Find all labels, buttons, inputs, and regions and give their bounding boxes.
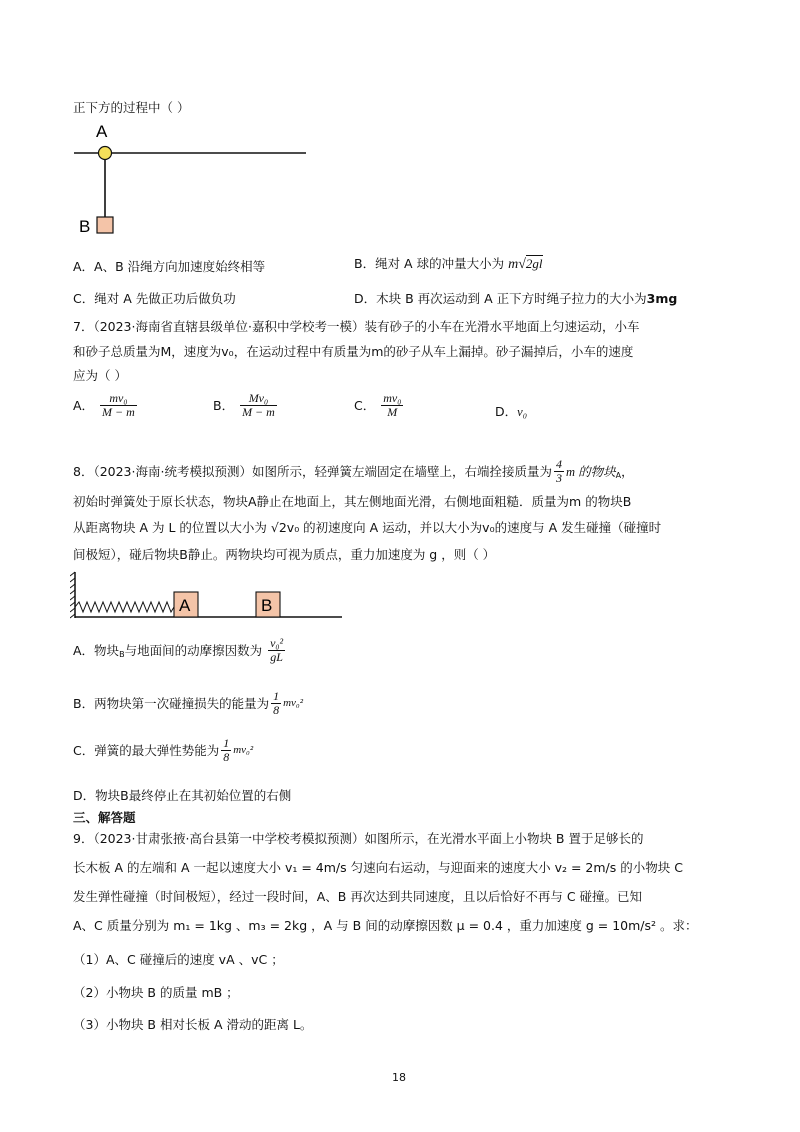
section-heading: 三、解答题 bbox=[73, 810, 136, 825]
q8-line-2: 初始时弹簧处于原长状态，物块A静止在地面上，其左侧地面光滑，右侧地面粗糙．质量为m 的物块B bbox=[73, 494, 632, 509]
q8-line-3: 从距离物块 A 为 L 的位置以大小为 √2v₀ 的初速度向 A 运动，并以大小为v₀的速度与 A 发生碰撞（碰撞时 bbox=[73, 520, 662, 535]
q8-option-d: D．物块B最终停止在其初始位置的右侧 bbox=[73, 788, 292, 803]
page-number: 18 bbox=[392, 1071, 406, 1084]
q9-sub-3: （3）小物块 B 相对长板 A 滑动的距离 L。 bbox=[73, 1017, 313, 1032]
q9-line-4: A、C 质量分别为 m₁ = 1kg 、m₃ = 2kg ，A 与 B 间的动摩擦因数 μ = 0.4 ，重力加速度 g = 10m/s² 。求： bbox=[73, 918, 698, 933]
q7-option-a: A． $\frac{\text{mv₀}}{M - m}$ bbox=[73, 391, 135, 419]
q6-pendulum-figure bbox=[70, 118, 310, 240]
q8-option-a: A．物块$_B$与地面间的动摩擦因数为 $\frac{\text{v₀²}}{gL}$ bbox=[73, 636, 284, 664]
q7-option-b: B． $\frac{\text{Mv₀}}{M - m}$ bbox=[213, 391, 275, 419]
label-b: B bbox=[261, 596, 273, 615]
q7-option-d: D．v₀ bbox=[495, 404, 528, 419]
q6-stem-tail: 正下方的过程中（ ） bbox=[73, 100, 190, 115]
label-a: A bbox=[179, 596, 191, 615]
q7-line-3: 应为（ ） bbox=[73, 368, 127, 383]
q8-line-4: 间极短），碰后物块B静止。两物块均可视为质点，重力加速度为 g ，则（ ） bbox=[73, 547, 496, 562]
q9-line-1: 9．（2023·甘肃张掖·高台县第一中学校考模拟预测）如图所示，在光滑水平面上小物块 B 置于足够长的 bbox=[73, 831, 644, 846]
q9-sub-2: （2）小物块 B 的质量 mB ； bbox=[73, 985, 239, 1000]
q8-spring-figure bbox=[70, 570, 345, 622]
ball-a bbox=[99, 147, 112, 160]
q8-option-c: C．弹簧的最大弹性势能为 $\frac{1}{8}$ mv₀² bbox=[73, 736, 254, 764]
label-b: B bbox=[79, 217, 91, 236]
q6-option-b: B．绳对 A 球的冲量大小为 m√2gl bbox=[354, 256, 543, 272]
q7-line-2: 和砂子总质量为M，速度为v₀，在运动过程中有质量为m的砂子从车上漏掉。砂子漏掉后，小车的速度 bbox=[73, 344, 634, 359]
q7-line-1: 7．（2023·海南省直辖县级单位·嘉积中学校考一模）装有砂子的小车在光滑水平地面上匀速运动，小车 bbox=[73, 319, 640, 334]
q9-sub-1: （1）A、C 碰撞后的速度 vA 、vC ； bbox=[73, 952, 284, 967]
q6-option-a: A．A、B 沿绳方向加速度始终相等 bbox=[73, 259, 266, 274]
q7-option-c: C． $\frac{\text{mv₀}}{M}$ bbox=[354, 391, 402, 419]
q9-line-3: 发生弹性碰撞（时间极短），经过一段时间，A、B 再次达到共同速度，且以后恰好不再与 C 碰撞。已知 bbox=[73, 889, 643, 904]
q6-option-d: D．木块 B 再次运动到 A 正下方时绳子拉力的大小为3mg bbox=[354, 291, 678, 306]
q8-line-1: 8．（2023·海南·统考模拟预测）如图所示，轻弹簧左端固定在墙壁上，右端拴接质量为 $\frac{4}{3}$ m 的物块$_A$， bbox=[73, 457, 634, 485]
block-b bbox=[97, 217, 113, 233]
q6-option-c: C．绳对 A 先做正功后做负功 bbox=[73, 291, 236, 306]
q8-option-b: B．两物块第一次碰撞损失的能量为 $\frac{1}{8}$ mv₀² bbox=[73, 689, 304, 717]
label-a: A bbox=[96, 122, 108, 141]
spring bbox=[75, 602, 174, 612]
q9-line-2: 长木板 A 的左端和 A 一起以速度大小 v₁ = 4m/s 匀速向右运动，与迎面来的速度大小 v₂ = 2m/s 的小物块 C bbox=[73, 860, 683, 875]
